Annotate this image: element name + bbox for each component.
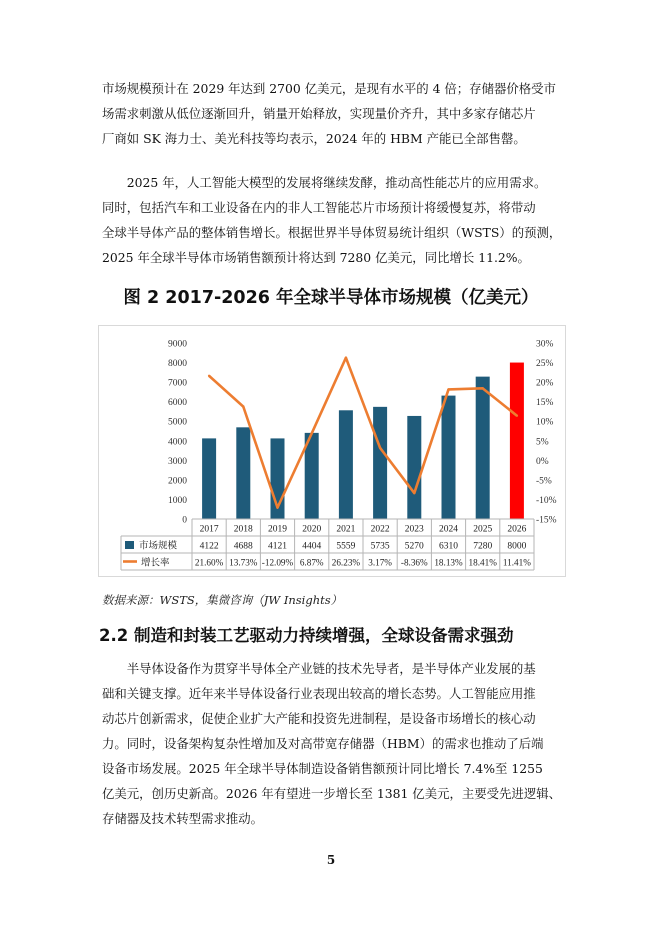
y-left-tick-label: 2000 xyxy=(168,476,187,487)
text-line: 厂商如 SK 海力士、美光科技等均表示，2024 年的 HBM 产能已全部售罄。 xyxy=(102,131,526,146)
x-tick-label: 2019 xyxy=(268,524,287,535)
text-line: 存储器及技术转型需求推动。 xyxy=(102,811,264,826)
text-line: 亿美元，创历史新高。2026 年有望进一步增长至 1381 亿美元，主要受先进逻辑、 xyxy=(102,786,561,801)
y-right-tick-label: -10% xyxy=(536,495,557,506)
text-line: 础和关键支撑。近年来半导体设备行业表现出较高的增长态势。人工智能应用推 xyxy=(102,686,536,701)
growth-rate-point xyxy=(208,375,210,377)
y-left-tick-label: 0 xyxy=(182,515,187,526)
bar-value-label: 5735 xyxy=(370,541,390,552)
growth-rate-point xyxy=(482,387,484,389)
text-line: 力。同时，设备架构复杂性增加及对高带宽存储器（HBM）的需求也推动了后端 xyxy=(102,736,544,751)
bar-value-label: 5559 xyxy=(336,541,356,552)
x-tick-label: 2021 xyxy=(336,524,356,535)
y-left-tick-label: 9000 xyxy=(168,339,187,350)
y-left-tick-label: 1000 xyxy=(168,495,187,506)
x-tick-label: 2025 xyxy=(473,524,493,535)
bar-value-label: 4122 xyxy=(199,541,219,552)
y-right-tick-label: 15% xyxy=(536,398,554,409)
bar-value-label: 6310 xyxy=(439,541,458,552)
growth-value-label: 6.87% xyxy=(299,557,324,568)
x-tick-label: 2024 xyxy=(439,524,458,535)
bar-value-label: 4404 xyxy=(302,541,322,552)
y-right-tick-label: 0% xyxy=(536,456,549,467)
bar-value-label: 5270 xyxy=(404,541,424,552)
growth-value-label: -12.09% xyxy=(261,557,294,568)
figure-title: 图 2 2017-2026 年全球半导体市场规模（亿美元） xyxy=(123,288,539,308)
legend-label-market-size: 市场规模 xyxy=(139,541,178,552)
bar-market-size xyxy=(510,363,524,519)
growth-rate-point xyxy=(379,447,381,449)
y-right-tick-label: -15% xyxy=(536,515,557,526)
market-size-chart xyxy=(99,326,565,576)
intro-paragraph xyxy=(102,76,564,151)
x-tick-label: 2018 xyxy=(233,524,253,535)
y-left-tick-label: 5000 xyxy=(168,417,187,428)
bar-value-label: 4688 xyxy=(233,541,253,552)
x-tick-label: 2017 xyxy=(199,524,219,535)
equipment-paragraph xyxy=(102,656,564,831)
bar-value-label: 8000 xyxy=(507,541,527,552)
growth-value-label: -8.36% xyxy=(400,557,428,568)
legend-label-growth-rate: 增长率 xyxy=(141,558,170,569)
y-left-tick-label: 3000 xyxy=(168,456,187,467)
growth-rate-line xyxy=(209,358,517,508)
bar-market-size xyxy=(407,416,421,519)
y-left-tick-label: 7000 xyxy=(168,378,187,389)
growth-value-label: 18.13% xyxy=(434,557,463,568)
y-right-tick-label: 30% xyxy=(536,339,554,350)
growth-value-label: 11.41% xyxy=(502,557,531,568)
y-left-tick-label: 8000 xyxy=(168,359,187,370)
bar-market-size xyxy=(202,438,216,519)
text-line: 2025 年全球半导体市场销售额预计将达到 7280 亿美元，同比增长 11.2%。 xyxy=(102,250,530,265)
growth-value-label: 26.23% xyxy=(331,557,361,568)
text-line: 2025 年，人工智能大模型的发展将继续发酵，推动高性能芯片的应用需求。 xyxy=(102,175,547,190)
x-tick-label: 2022 xyxy=(370,524,390,535)
growth-rate-point xyxy=(242,405,244,407)
figure-source: 数据来源：WSTS，集微咨询（JW Insights） xyxy=(102,593,343,607)
growth-rate-point xyxy=(447,388,449,390)
bar-value-label: 7280 xyxy=(473,541,493,552)
y-right-tick-label: 5% xyxy=(536,437,549,448)
forecast-paragraph xyxy=(102,170,564,270)
growth-rate-point xyxy=(413,492,415,494)
y-right-tick-label: 20% xyxy=(536,378,554,389)
chart-frame xyxy=(98,325,566,577)
bar-market-size xyxy=(373,407,387,519)
bar-market-size xyxy=(236,427,250,519)
x-tick-label: 2020 xyxy=(302,524,322,535)
growth-value-label: 21.60% xyxy=(194,557,224,568)
text-line: 同时，包括汽车和工业设备在内的非人工智能芯片市场预计将缓慢复苏，将带动 xyxy=(102,200,536,215)
text-line: 半导体设备作为贯穿半导体全产业链的技术先导者，是半导体产业发展的基 xyxy=(102,661,536,676)
y-left-tick-label: 6000 xyxy=(168,398,187,409)
growth-value-label: 3.17% xyxy=(368,557,392,568)
text-line: 市场规模预计在 2029 年达到 2700 亿美元，是现有水平的 4 倍；存储器价格受市 xyxy=(102,81,556,96)
bar-value-label: 4121 xyxy=(268,541,287,552)
bar-market-size xyxy=(339,410,353,519)
growth-rate-point xyxy=(276,506,278,508)
text-line: 场需求刺激从低位逐渐回升，销量开始释放，实现量价齐升，其中多家存储芯片 xyxy=(102,106,536,121)
text-line: 动芯片创新需求，促使企业扩大产能和投资先进制程，是设备市场增长的核心动 xyxy=(102,711,536,726)
bar-market-size xyxy=(476,377,490,519)
y-right-tick-label: 10% xyxy=(536,417,554,428)
text-line: 设备市场发展。2025 年全球半导体制造设备销售额预计同比增长 7.4%至 1255 xyxy=(102,761,543,776)
y-right-tick-label: 25% xyxy=(536,359,554,370)
legend-swatch-market-size xyxy=(125,541,134,549)
page-number: 5 xyxy=(326,853,336,867)
section-heading: 2.2 制造和封装工艺驱动力持续增强，全球设备需求强劲 xyxy=(99,626,514,645)
growth-value-label: 13.73% xyxy=(229,557,258,568)
growth-rate-point xyxy=(311,432,313,434)
x-tick-label: 2023 xyxy=(404,524,424,535)
growth-rate-point xyxy=(345,357,347,359)
growth-rate-point xyxy=(516,415,518,417)
x-tick-label: 2026 xyxy=(507,524,527,535)
growth-value-label: 18.41% xyxy=(468,557,497,568)
y-right-tick-label: -5% xyxy=(536,476,552,487)
y-left-tick-label: 4000 xyxy=(168,437,187,448)
text-line: 全球半导体产品的整体销售增长。根据世界半导体贸易统计组织（WSTS）的预测， xyxy=(102,225,562,240)
bar-market-size xyxy=(442,396,456,519)
